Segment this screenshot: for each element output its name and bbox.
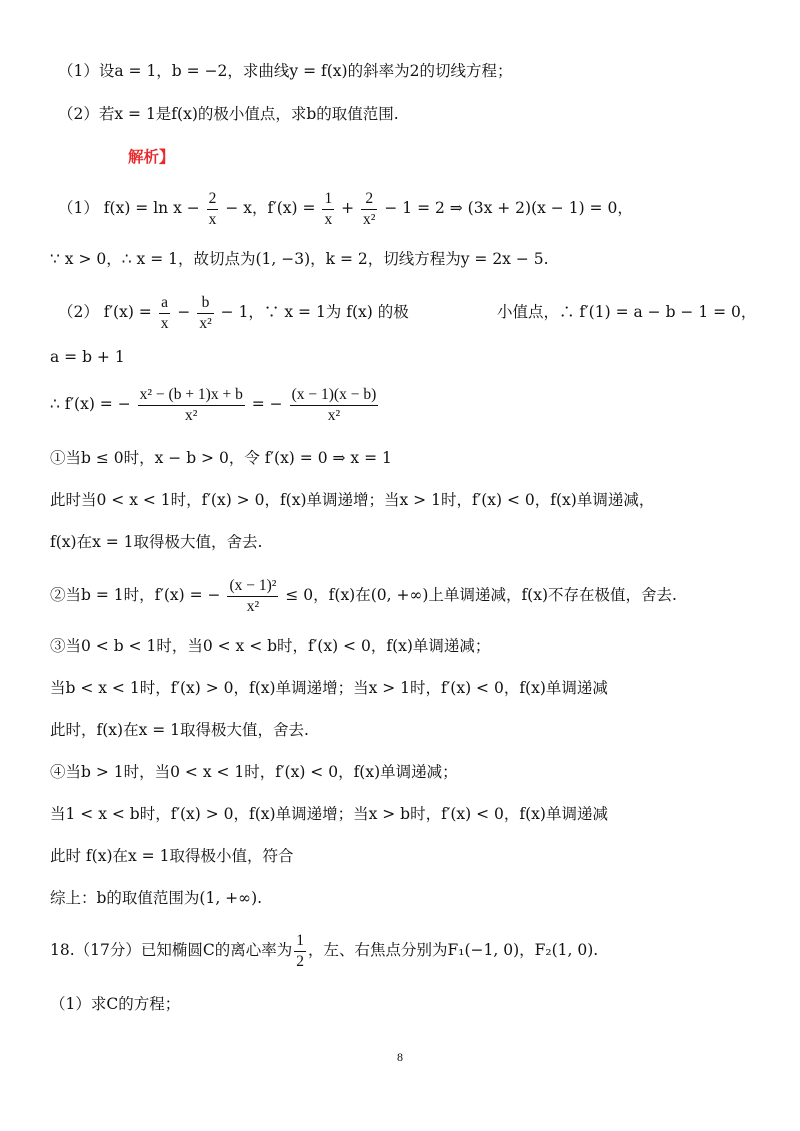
solution-step-1b: ∵ x > 0，∴ x = 1，故切点为(1, −3)，k = 2，切线方程为y = 2x − 5. <box>50 250 549 268</box>
fraction-2-over-x: $\frac{2}{x}$ <box>208 189 217 228</box>
case-1-detail: 此时当0 < x < 1时，f′(x) > 0，f(x)单调递增；当x > 1时，f′(x) < 0，f(x)单调递减， <box>50 491 655 509</box>
question-part-2: （2）若x = 1是f(x)的极小值点，求b的取值范围. <box>58 105 399 123</box>
case-3-conclusion: 此时，f(x)在x = 1取得极大值，舍去. <box>50 721 309 739</box>
case-2: ②当b = 1时，f′(x) = − $\frac{\text{(x − 1)²}}{\text{x²}}$ ≤ 0，f(x)在(0, +∞)上单调递减，f(x)不存在极值，舍去. <box>50 576 677 615</box>
question-part-1: （1）设a = 1，b = −2，求曲线y = f(x)的斜率为2的切线方程； <box>58 62 513 80</box>
summary: 综上：b的取值范围为(1, +∞). <box>50 889 263 907</box>
fraction-case-2: $\frac{\text{(x − 1)²}}{\text{x²}}$ <box>229 576 277 615</box>
fraction-b-over-x-squared: $\frac{b}{\text{x²}}$ <box>199 293 212 332</box>
case-1-conclusion: f(x)在x = 1取得极大值，舍去. <box>50 533 263 551</box>
solution-step-1: （1） f(x) = ln x − $\frac{2}{x}$ − x，f′(x) = $\frac{1}{x}$ + $\frac{2}{\text{x²}}$ − 1 = 2 ⇒ (3x + 2)(x − 1) = 0， <box>58 189 633 228</box>
fraction-one-half: $\frac{1}{2}$ <box>296 931 304 970</box>
fraction-1-over-x: $\frac{1}{x}$ <box>324 189 333 228</box>
fraction-2-over-x-squared: $\frac{2}{\text{x²}}$ <box>363 189 376 228</box>
fraction-derivative-factored: $\frac{(x - 1)(x - b)}{\text{x²}}$ <box>291 385 377 424</box>
problem-18-part-1: （1）求C的方程； <box>50 995 181 1013</box>
solution-step-3: ∴ f′(x) = − $\frac{\text{x² − (b + 1)x + b}}{\text{x²}}$ = − $\frac{(x - 1)(x - b)}{\text{x²}}$ <box>50 385 377 424</box>
solution-step-2b: a = b + 1 <box>50 348 125 366</box>
solution-heading: 解析】 <box>128 148 175 166</box>
page-number: 8 <box>397 1050 403 1064</box>
fraction-derivative-expanded: $\frac{\text{x² − (b + 1)x + b}}{\text{x²}}$ <box>139 385 243 424</box>
case-3: ③当0 < b < 1时，当0 < x < b时，f′(x) < 0，f(x)单调递减； <box>50 637 491 655</box>
problem-18: 18.（17分）已知椭圆C的离心率为 $\frac{1}{2}$ ，左、右焦点分别为F₁(−1, 0)，F₂(1, 0). <box>50 931 599 970</box>
case-4-conclusion: 此时 f(x)在x = 1取得极小值，符合 <box>50 847 294 865</box>
fraction-a-over-x: $\frac{a}{x}$ <box>160 293 169 332</box>
solution-step-2-tail: 小值点，∴ f′(1) = a − b − 1 = 0， <box>497 303 757 321</box>
case-3-detail: 当b < x < 1时，f′(x) > 0，f(x)单调递增；当x > 1时，f′(x) < 0，f(x)单调递减 <box>50 679 608 697</box>
solution-step-2: （2） f′(x) = $\frac{a}{x}$ − $\frac{b}{\text{x²}}$ − 1，∵ x = 1为 f(x) 的极 <box>58 293 409 332</box>
case-4-detail: 当1 < x < b时，f′(x) > 0，f(x)单调递增；当x > b时，f′(x) < 0，f(x)单调递减 <box>50 805 608 823</box>
case-1: ①当b ≤ 0时，x − b > 0，令 f′(x) = 0 ⇒ x = 1 <box>50 449 392 467</box>
case-4: ④当b > 1时，当0 < x < 1时，f′(x) < 0，f(x)单调递减； <box>50 763 458 781</box>
